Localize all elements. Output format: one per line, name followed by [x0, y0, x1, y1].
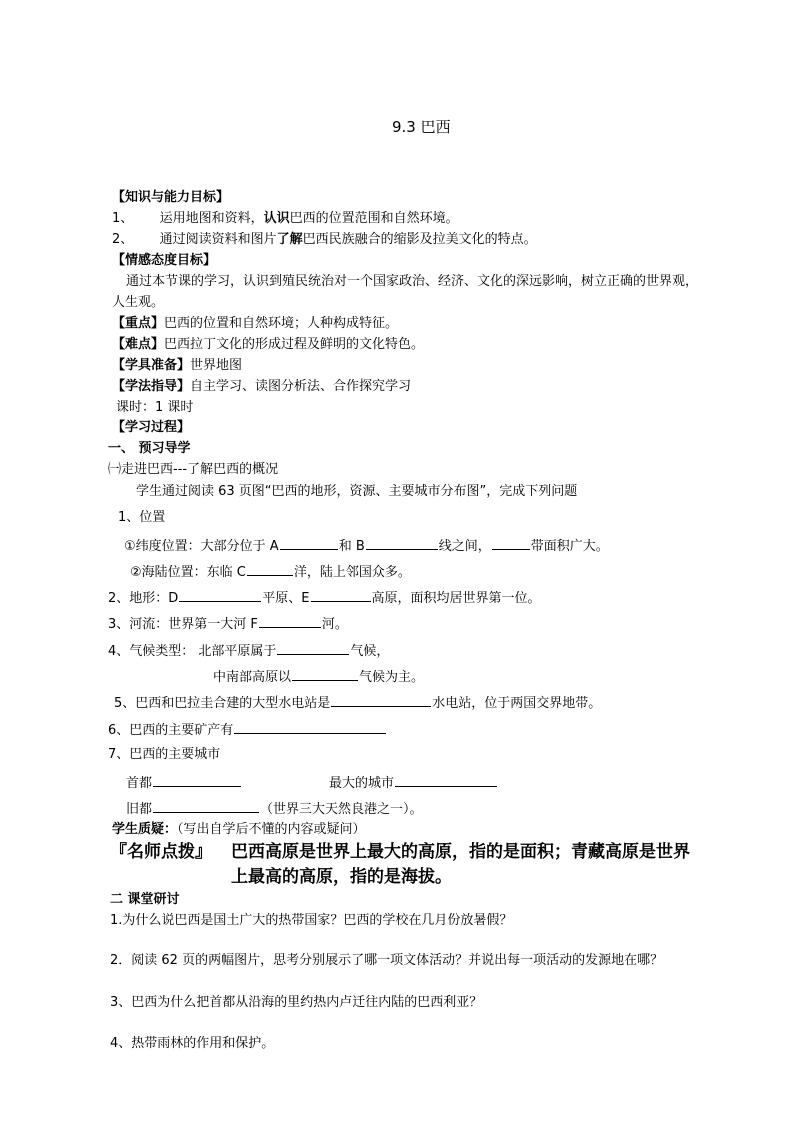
key-point-text: 巴西的位置和自然环境；人种构成特征。: [164, 316, 399, 331]
answer-blank-e[interactable]: [311, 588, 371, 602]
question-4b: [213, 667, 424, 687]
discussion-question-3: 3、巴西为什么把首都从沿海的里约热内卢迁往内陆的巴西利亚？: [110, 995, 483, 1010]
teacher-tip-line-2: 上最高的高原，指的是海拔。: [231, 867, 452, 887]
q4b-text: 气候为主。: [359, 670, 425, 685]
question-5: [114, 693, 601, 713]
knowledge-goal-item-1: [112, 210, 459, 228]
question-1b: [130, 562, 411, 582]
question-7: 7、巴西的主要城市: [108, 747, 221, 762]
old-capital-label: 旧都: [126, 802, 153, 817]
discussion-question-2: 2．阅读 62 页的两幅图片，思考分别展示了哪一项文体活动？并说出每一项活动的发源地在哪？: [110, 953, 664, 968]
item-number: 2、: [112, 232, 134, 247]
largest-city-label: 最大的城市: [329, 776, 395, 791]
answer-blank-capital[interactable]: [153, 773, 241, 787]
student-question-text: （写出自学后不懂的内容或疑问）: [177, 822, 366, 837]
q3-text: 3、河流：世界第一大河 F: [108, 617, 258, 632]
section-1-instruction: 学生通过阅读 63 页图“巴西的地形，资源、主要城市分布图”，完成下列问题: [136, 484, 578, 499]
question-6: [108, 720, 387, 740]
item-number: 1、: [112, 211, 134, 226]
answer-blank-f[interactable]: [259, 614, 321, 628]
q1b-text: 洋，陆上邻国众多。: [293, 565, 411, 580]
student-question: [112, 821, 366, 839]
question-1a: [124, 536, 609, 556]
discussion-question-1: 1.为什么说巴西是国土广大的热带国家？巴西的学校在几月份放暑假？: [110, 913, 513, 928]
item-text: 运用地图和资料，: [159, 211, 264, 226]
key-point-label: 【重点】: [112, 316, 165, 331]
answer-blank-north-climate[interactable]: [277, 641, 349, 655]
key-point: [112, 315, 398, 333]
answer-blank-hydropower[interactable]: [331, 693, 431, 707]
item-bold-verb: 认识: [263, 211, 290, 226]
answer-blank-c[interactable]: [247, 562, 293, 576]
q2-text: 高原，面积均居世界第一位。: [371, 591, 541, 606]
page-title: 9.3 巴西: [392, 118, 451, 136]
q6-text: 6、巴西的主要矿产有: [108, 723, 234, 738]
tools-label: 【学具准备】: [112, 358, 191, 373]
student-question-label: 学生质疑：: [112, 822, 178, 837]
q4-text: 气候，: [350, 644, 390, 659]
method-text: 自主学习、读图分析法、合作探究学习: [190, 379, 412, 394]
q1a-text: ①纬度位置：大部分位于 A: [124, 539, 279, 554]
q4-text: 4、气候类型： 北部平原属于: [108, 644, 277, 659]
q5-text: 水电站，位于两国交界地带。: [432, 696, 602, 711]
attitude-goal-line-1: 通过本节课的学习，认识到殖民统治对一个国家政治、经济、文化的深远影响，树立正确的世界观，: [126, 274, 699, 289]
attitude-goal-heading: 【情感态度目标】: [112, 253, 217, 268]
q4b-text: 中南部高原以: [213, 670, 292, 685]
q2-text: 2、地形：D: [108, 591, 179, 606]
method-label: 【学法指导】: [112, 379, 191, 394]
knowledge-goal-heading: 【知识与能力目标】: [112, 190, 230, 205]
class-hours: 课时：1 课时: [116, 400, 194, 415]
teacher-tip-line-1: 巴西高原是世界上最大的高原，指的是面积；青藏高原是世界: [231, 842, 690, 862]
knowledge-goal-item-2: [112, 231, 537, 249]
old-capital-note: （世界三大天然良港之一）。: [260, 802, 423, 817]
answer-blank-largest-city[interactable]: [395, 773, 497, 787]
question-1-title: 1、位置: [118, 510, 166, 525]
q2-text: 平原、E: [262, 591, 310, 606]
answer-blank-old-capital[interactable]: [153, 799, 259, 813]
answer-blank-d[interactable]: [179, 588, 261, 602]
section-1-heading: 一、 预习导学: [108, 441, 191, 456]
answer-blank-a[interactable]: [280, 536, 338, 550]
q1a-text: 线之间，: [438, 539, 491, 554]
section-2-heading: 二 课堂研讨: [110, 892, 180, 907]
question-4: [108, 641, 389, 661]
largest-city-row: [329, 773, 498, 793]
difficult-point-label: 【难点】: [112, 337, 165, 352]
teacher-tip-label: 『名师点拨』: [110, 842, 212, 862]
section-1-subheading: ㈠走进巴西---了解巴西的概况: [108, 462, 279, 477]
tools: [112, 357, 242, 375]
tools-text: 世界地图: [190, 358, 243, 373]
answer-blank-minerals[interactable]: [234, 720, 386, 734]
q5-text: 5、巴西和巴拉圭合建的大型水电站是: [114, 696, 331, 711]
capital-label: 首都: [126, 776, 153, 791]
q1a-text: 带面积广大。: [530, 539, 609, 554]
answer-blank-zone[interactable]: [492, 536, 530, 550]
item-text: 巴西的位置范围和自然环境。: [289, 211, 459, 226]
process-heading: 【学习过程】: [112, 420, 191, 435]
discussion-question-4: 4、热带雨林的作用和保护。: [110, 1036, 275, 1051]
question-3: [108, 614, 348, 634]
attitude-goal-line-2: 人生观。: [112, 295, 165, 310]
answer-blank-south-climate[interactable]: [292, 667, 358, 681]
item-text: 通过阅读资料和图片: [159, 232, 277, 247]
question-2: [108, 588, 541, 608]
q1a-text: 和 B: [338, 539, 365, 554]
q1b-text: ②海陆位置：东临 C: [130, 565, 246, 580]
answer-blank-b[interactable]: [366, 536, 438, 550]
method: [112, 378, 411, 396]
old-capital-row: [126, 799, 423, 819]
capital-row: [126, 773, 242, 793]
q3-text: 河。: [321, 617, 348, 632]
item-bold-verb: 了解: [276, 232, 303, 247]
difficult-point-text: 巴西拉丁文化的形成过程及鲜明的文化特色。: [164, 337, 425, 352]
difficult-point: [112, 336, 424, 354]
item-text: 巴西民族融合的缩影及拉美文化的特点。: [302, 232, 537, 247]
